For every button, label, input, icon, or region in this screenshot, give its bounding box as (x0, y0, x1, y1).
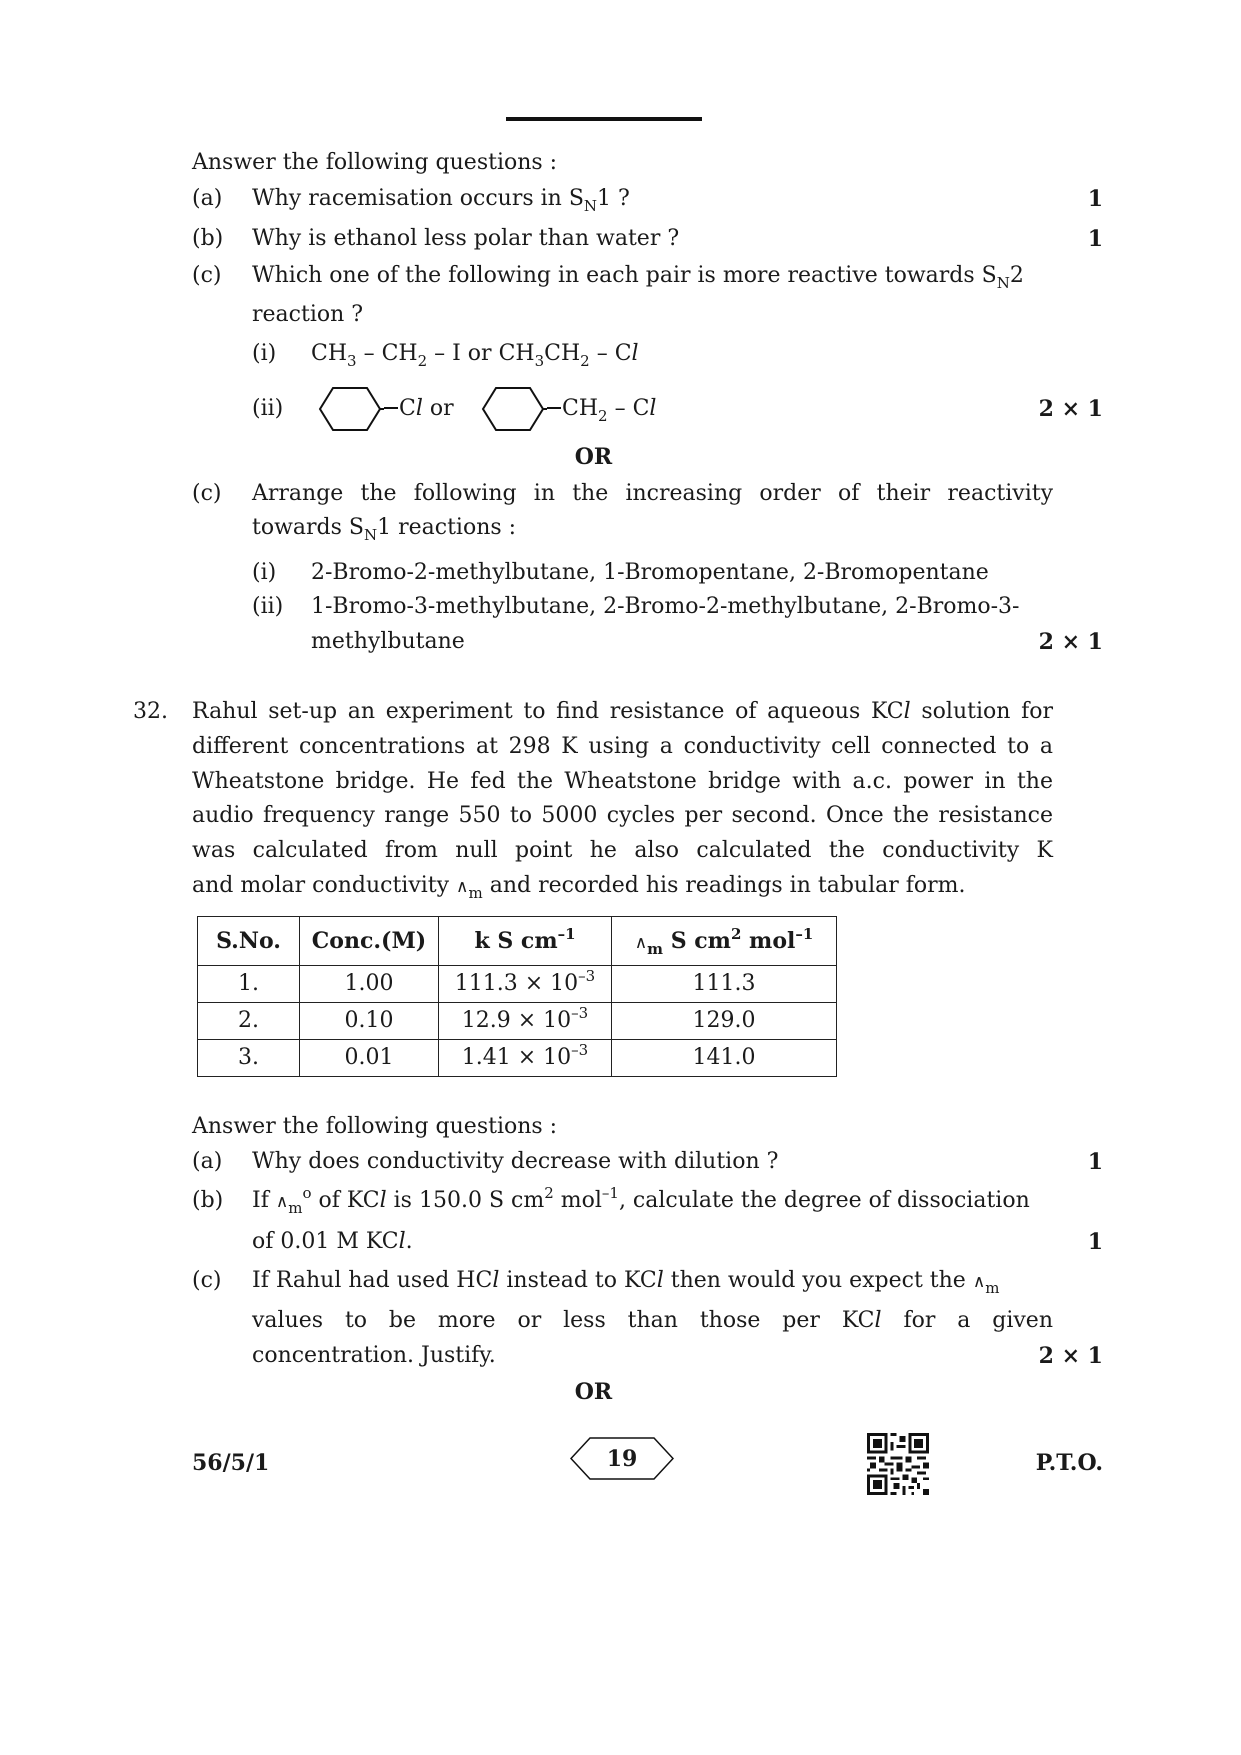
q31-c-alt-ii-label: (ii) (252, 594, 284, 619)
table-row (198, 1040, 837, 1077)
q32-c-line2: values to be more or less than those per KCl for a given (252, 1308, 1053, 1333)
q31-c-line1: Which one of the following in each pair is more reactive towards $S_N2$ (252, 263, 1024, 292)
header-lambda-m: $\wedge_m$ S $cm^2$ mol$^{-1}$ (612, 917, 837, 966)
q31-c-alt-ii-line2: methylbutane (311, 629, 465, 654)
header-conc: Conc.(M) (300, 917, 439, 966)
q31-or-divider: OR (574, 444, 613, 470)
q32-c-line3: concentration. Justify. (252, 1343, 496, 1368)
q32-para-line1: Rahul set-up an experiment to find resistance of aqueous KCl solution for (192, 699, 1053, 724)
q31-c-alt-line1: Arrange the following in the increasing order of their reactivity (252, 481, 1053, 506)
q31-c-i-formula: $CH_3 - CH_2$ – I or $CH_3CH_2$ – Cl (311, 341, 639, 370)
q31-b-marks: 1 (1087, 226, 1103, 252)
q32-a-marks: 1 (1087, 1149, 1103, 1175)
q32-para-line4: audio frequency range 550 to 5000 cycles per second. Once the resistance (192, 803, 1053, 828)
conductivity-table (197, 916, 837, 1077)
please-turn-over: P.T.O. (1035, 1450, 1103, 1476)
q31-c-alt-i-text: 2-Bromo-2-methylbutane, 1-Bromopentane, 2-Bromopentane (311, 560, 989, 585)
q31-c-i-label: (i) (252, 341, 277, 366)
q32-a-label: (a) (192, 1149, 223, 1174)
cell-lambda-m: 129.0 (612, 1003, 837, 1040)
q32-b-marks: 1 (1087, 1229, 1103, 1255)
cell-conc: 0.01 (300, 1040, 439, 1077)
q31-b-label: (b) (192, 226, 224, 251)
q32-c-label: (c) (192, 1268, 222, 1293)
q32-para-line6: and molar conductivity $\wedge_m$ and recorded his readings in tabular form. (192, 873, 966, 902)
table-header-row (198, 917, 837, 966)
q31-a-label: (a) (192, 186, 223, 211)
q31-c-marks: 2 × 1 (1038, 396, 1103, 422)
q31-c-alt-label: (c) (192, 481, 222, 506)
q31-c-alt-i-label: (i) (252, 560, 277, 585)
q32-b-label: (b) (192, 1188, 224, 1213)
cell-sno: 2. (198, 1003, 300, 1040)
q31-c-ii-first: Cl or (384, 398, 454, 420)
page-number: 19 (606, 1445, 638, 1472)
paper-code: 56/5/1 (192, 1450, 270, 1476)
header-sno: S.No. (198, 917, 300, 966)
q32-para-line5: was calculated from null point he also calculated the conductivity K (192, 838, 1053, 863)
cell-sno: 1. (198, 966, 300, 1003)
cell-conc: 1.00 (300, 966, 439, 1003)
cell-k: $12.9 \times 10^{-3}$ (439, 1003, 612, 1040)
q31-b-text: Why is ethanol less polar than water ? (252, 226, 680, 251)
q31-c-alt-line2: towards $S_N1$ reactions : (252, 515, 517, 544)
cell-k: $1.41 \times 10^{-3}$ (439, 1040, 612, 1077)
cell-lambda-m: 141.0 (612, 1040, 837, 1077)
q32-or-divider: OR (574, 1379, 613, 1405)
q32-c-line1: If Rahul had used HCl instead to KCl then would you expect the $\wedge_m$ (252, 1268, 1000, 1297)
cell-k: $111.3 \times 10^{-3}$ (439, 966, 612, 1003)
q32-number: 32. (133, 699, 168, 724)
q32-c-marks: 2 × 1 (1038, 1343, 1103, 1369)
q32-b-line2: of 0.01 M KCl. (252, 1229, 413, 1254)
cell-lambda-m: 111.3 (612, 966, 837, 1003)
q31-c-label: (c) (192, 263, 222, 288)
q31-c-ii-second: $CH_2$ – Cl (547, 398, 656, 420)
q31-c-line2: reaction ? (252, 302, 364, 327)
qr-code-icon (867, 1433, 929, 1495)
q31-c-alt-marks: 2 × 1 (1038, 629, 1103, 655)
table-row (198, 966, 837, 1003)
q31-intro: Answer the following questions : (192, 150, 558, 175)
page-number-badge (570, 1437, 674, 1480)
cyclohexane-ring-icon (318, 386, 384, 432)
q31-a-text: Why racemisation occurs in $S_N1$ ? (252, 186, 630, 215)
q32-b-line1: If $\wedge_m^o$ of KCl is 150.0 S $cm^2$ mol$^{-1}$, calculate the degree of dissociation (252, 1184, 1030, 1217)
q32-a-text: Why does conductivity decrease with dilution ? (252, 1149, 779, 1174)
q32-para-line3: Wheatstone bridge. He fed the Wheatstone bridge with a.c. power in the (192, 769, 1053, 794)
top-separator-rule (506, 117, 702, 121)
q32-intro: Answer the following questions : (192, 1114, 558, 1139)
cell-conc: 0.10 (300, 1003, 439, 1040)
cell-sno: 3. (198, 1040, 300, 1077)
q31-c-alt-ii-line1: 1-Bromo-3-methylbutane, 2-Bromo-2-methylbutane, 2-Bromo-3- (311, 594, 1020, 619)
cyclohexane-ring-icon (481, 386, 547, 432)
q31-c-ii-label: (ii) (252, 396, 284, 421)
table-row (198, 1003, 837, 1040)
q31-a-marks: 1 (1087, 186, 1103, 212)
q32-para-line2: different concentrations at 298 K using a conductivity cell connected to a (192, 734, 1053, 759)
header-k: k S $cm^{-1}$ (439, 917, 612, 966)
